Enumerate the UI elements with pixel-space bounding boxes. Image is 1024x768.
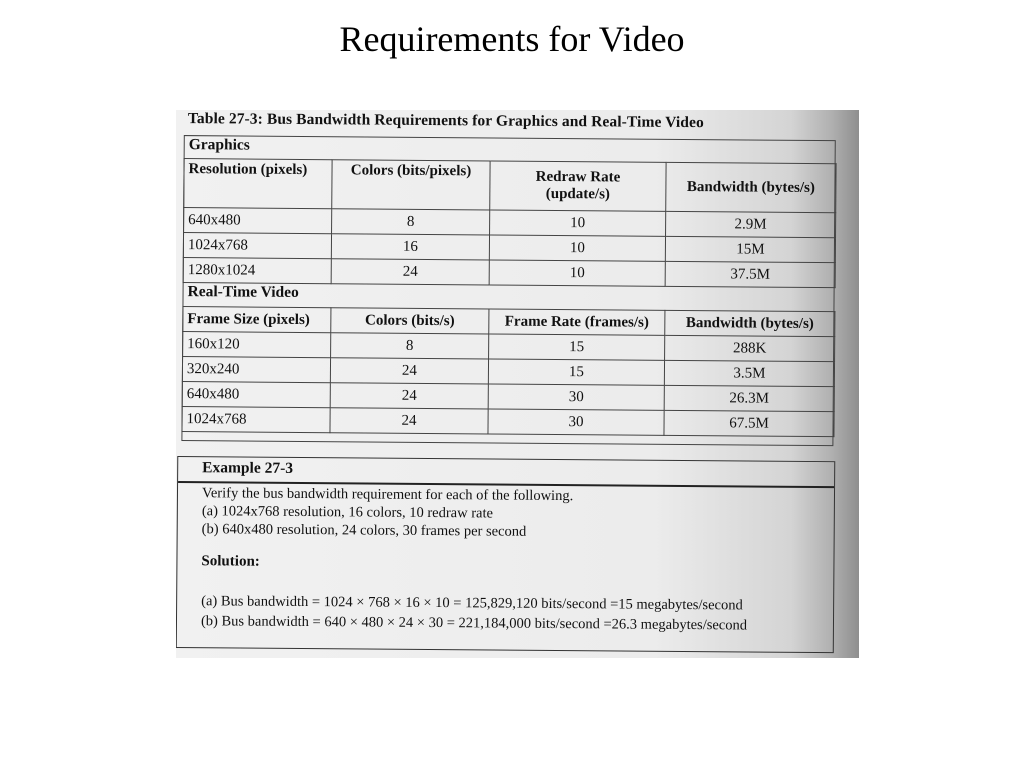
video-cell-frame-size: 160x120 <box>183 332 331 358</box>
table-row <box>182 407 834 437</box>
graphics-header-redraw-rate: Redraw Rate (update/s) <box>490 161 666 211</box>
graphics-cell-redraw-rate: 10 <box>489 235 665 261</box>
video-header-frame-size: Frame Size (pixels) <box>183 307 331 333</box>
graphics-cell-bandwidth: 2.9M <box>666 211 836 237</box>
video-header-colors: Colors (bits/s) <box>331 308 489 334</box>
video-header-bandwidth: Bandwidth (bytes/s) <box>665 310 835 336</box>
graphics-cell-colors: 8 <box>332 209 490 235</box>
table-caption: Table 27-3: Bus Bandwidth Requirements for Graphics and Real-Time Video <box>187 110 704 132</box>
example-item-a: (a) 1024x768 resolution, 16 colors, 10 redraw rate <box>201 503 494 522</box>
graphics-table <box>183 158 837 288</box>
slide-title: Requirements for Video <box>339 19 685 59</box>
example-item-b: (b) 640x480 resolution, 24 colors, 30 frames per second <box>201 521 527 540</box>
video-cell-bandwidth: 3.5M <box>664 360 834 386</box>
video-cell-frame-size: 1024x768 <box>182 407 330 433</box>
video-cell-frame-size: 640x480 <box>182 382 330 408</box>
video-cell-colors: 24 <box>330 408 488 434</box>
video-cell-colors: 8 <box>331 333 489 359</box>
video-table <box>181 306 835 437</box>
graphics-cell-resolution: 1280x1024 <box>183 258 331 284</box>
graphics-cell-bandwidth: 37.5M <box>665 261 835 287</box>
graphics-cell-bandwidth: 15M <box>665 236 835 262</box>
graphics-cell-colors: 24 <box>331 259 489 285</box>
video-cell-frame-size: 320x240 <box>182 357 330 383</box>
graphics-cell-redraw-rate: 10 <box>490 210 666 236</box>
graphics-header-row <box>184 159 836 213</box>
graphics-header-bandwidth: Bandwidth (bytes/s) <box>666 162 836 212</box>
graphics-section-label: Graphics <box>188 136 250 154</box>
video-cell-frame-rate: 30 <box>488 384 664 410</box>
example-prompt: Verify the bus bandwidth requirement for each of the following. <box>201 485 574 505</box>
graphics-cell-redraw-rate: 10 <box>489 260 665 286</box>
video-cell-frame-rate: 15 <box>488 359 664 385</box>
solution-label: Solution: <box>201 553 260 570</box>
graphics-cell-resolution: 640x480 <box>184 208 332 234</box>
solution-a: (a) Bus bandwidth = 1024 × 768 × 16 × 10 = 125,829,120 bits/second =15 megabytes/second <box>201 593 743 614</box>
example-box <box>176 456 835 653</box>
example-title: Example 27-3 <box>202 459 294 477</box>
video-cell-frame-rate: 15 <box>489 334 665 360</box>
video-cell-colors: 24 <box>330 358 488 384</box>
graphics-header-resolution: Resolution (pixels) <box>184 159 332 209</box>
video-cell-frame-rate: 30 <box>488 409 664 435</box>
video-section-label: Real-Time Video <box>187 283 299 301</box>
video-cell-colors: 24 <box>330 383 488 409</box>
video-cell-bandwidth: 67.5M <box>664 410 834 436</box>
video-cell-bandwidth: 26.3M <box>664 385 834 411</box>
video-cell-bandwidth: 288K <box>665 335 835 361</box>
scanned-page-content <box>176 110 859 658</box>
graphics-cell-colors: 16 <box>331 234 489 260</box>
video-header-frame-rate: Frame Rate (frames/s) <box>489 309 665 335</box>
solution-b: (b) Bus bandwidth = 640 × 480 × 24 × 30 = 221,184,000 bits/second =26.3 megabytes/second <box>200 613 748 634</box>
graphics-header-colors: Colors (bits/pixels) <box>332 160 490 210</box>
graphics-cell-resolution: 1024x768 <box>183 233 331 259</box>
scanned-page-image <box>176 110 859 658</box>
